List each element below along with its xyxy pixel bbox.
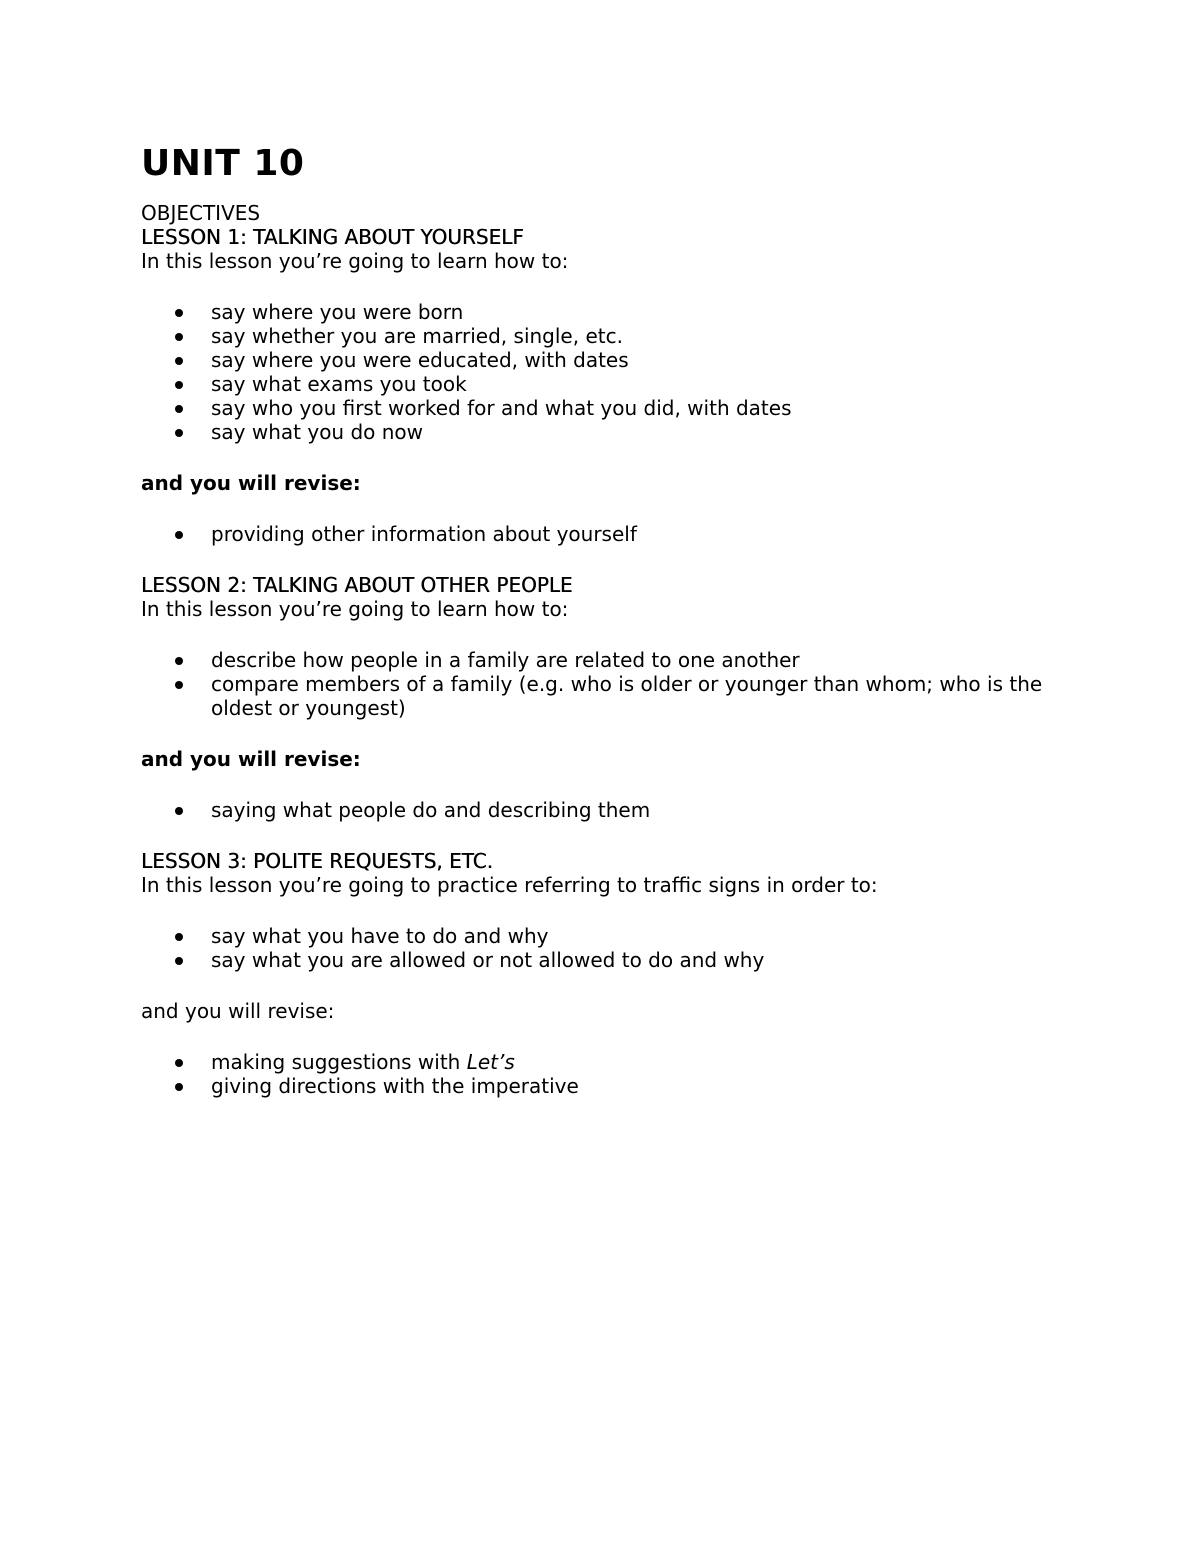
list-item-emphasis: Let’s (466, 1050, 515, 1074)
list-item (141, 672, 1061, 720)
lesson1-revise-list (141, 522, 1061, 546)
list-item-text: saying what people do and describing them (211, 798, 651, 822)
list-item (141, 372, 1061, 396)
list-item-text: say what exams you took (211, 372, 467, 396)
list-item-text: say what you do now (211, 420, 424, 444)
list-item (141, 396, 1061, 420)
bullet-icon (175, 933, 183, 941)
lesson3-heading: LESSON 3: POLITE REQUESTS, ETC. (141, 849, 493, 873)
list-item-text: compare members of a family (e.g. who is older or younger than whom; who is the oldest or youngest) (211, 672, 1043, 720)
list-item (141, 948, 1061, 972)
list-item (141, 648, 1061, 672)
list-item-text: say whether you are married, single, etc. (211, 324, 623, 348)
bullet-icon (175, 657, 183, 665)
list-item-text: say what you are allowed or not allowed to do and why (211, 948, 765, 972)
list-item (141, 522, 1061, 546)
list-item (141, 420, 1061, 444)
bullet-icon (175, 333, 183, 341)
bullet-icon (175, 309, 183, 317)
list-item-text: describe how people in a family are related to one another (211, 648, 800, 672)
list-item-text: making suggestions with (211, 1050, 467, 1074)
bullet-icon (175, 405, 183, 413)
lesson1-intro: In this lesson you’re going to learn how to: (141, 249, 569, 273)
bullet-icon (175, 429, 183, 437)
bullet-icon (175, 1059, 183, 1067)
list-item (141, 348, 1061, 372)
list-item (141, 1050, 1061, 1074)
bullet-icon (175, 1083, 183, 1091)
list-item (141, 1074, 1061, 1098)
bullet-icon (175, 381, 183, 389)
list-item-text: say where you were born (211, 300, 464, 324)
list-item (141, 300, 1061, 324)
list-item (141, 924, 1061, 948)
unit-title: UNIT 10 (141, 143, 305, 184)
lesson3-revise-label: and you will revise: (141, 999, 335, 1023)
list-item-text: giving directions with the imperative (211, 1074, 579, 1098)
list-item-text: say who you first worked for and what you did, with dates (211, 396, 792, 420)
lesson2-revise-label: and you will revise: (141, 747, 361, 771)
lesson3-intro: In this lesson you’re going to practice referring to traffic signs in order to: (141, 873, 878, 897)
lesson1-heading: LESSON 1: TALKING ABOUT YOURSELF (141, 225, 524, 249)
lesson2-intro: In this lesson you’re going to learn how to: (141, 597, 569, 621)
lesson2-revise-list (141, 798, 1061, 822)
list-item-text: say what you have to do and why (211, 924, 549, 948)
objectives-label: OBJECTIVES (141, 201, 261, 225)
lesson1-revise-label: and you will revise: (141, 471, 361, 495)
bullet-icon (175, 357, 183, 365)
bullet-icon (175, 531, 183, 539)
lesson1-objectives-list (141, 300, 1061, 444)
lesson2-heading: LESSON 2: TALKING ABOUT OTHER PEOPLE (141, 573, 573, 597)
bullet-icon (175, 681, 183, 689)
bullet-icon (175, 807, 183, 815)
lesson2-objectives-list (141, 648, 1061, 720)
list-item-text: say where you were educated, with dates (211, 348, 629, 372)
list-item (141, 324, 1061, 348)
lesson3-objectives-list (141, 924, 1061, 972)
document-page (141, 140, 1061, 1098)
list-item (141, 798, 1061, 822)
list-item-text: providing other information about yourself (211, 522, 637, 546)
lesson3-revise-list (141, 1050, 1061, 1098)
bullet-icon (175, 957, 183, 965)
